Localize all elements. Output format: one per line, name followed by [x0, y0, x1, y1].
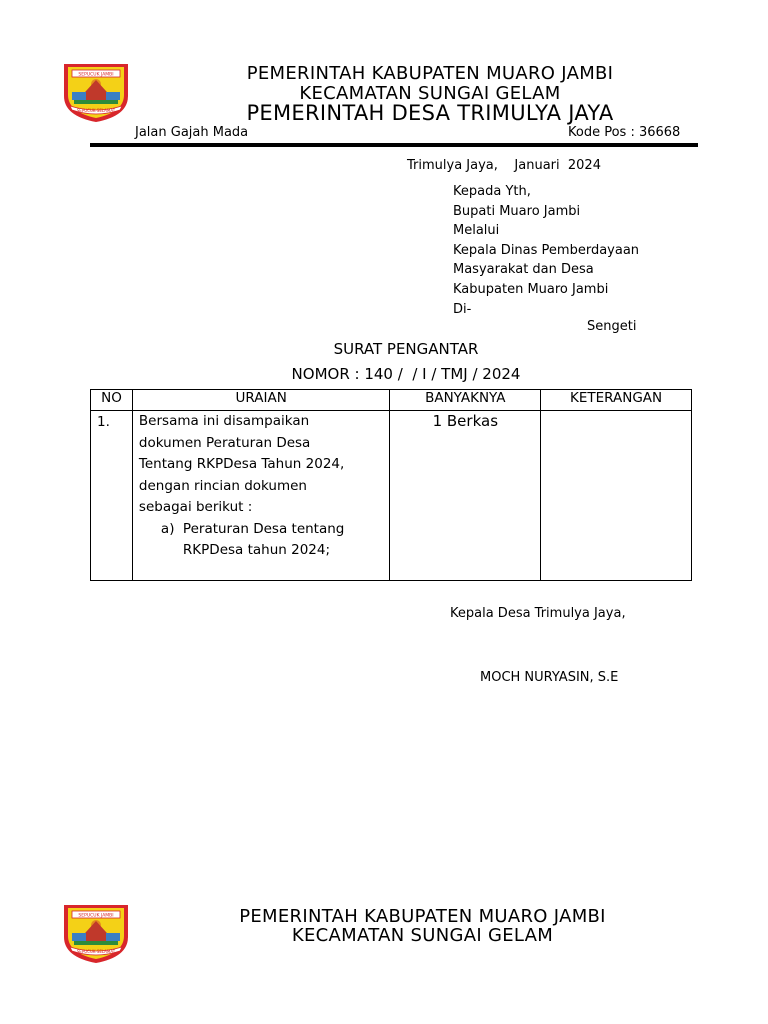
- regency-logo: [60, 62, 132, 124]
- regency-logo-footer: [60, 903, 132, 965]
- cell-uraian: [132, 411, 390, 581]
- sub-item-text: [183, 519, 344, 562]
- uraian-line: Bersama ini disampaikan: [138, 413, 310, 429]
- postal-code: Kode Pos : 36668: [568, 125, 681, 140]
- uraian-line: sebagai berikut :: [138, 499, 253, 515]
- uraian-line: dengan rincian dokumen: [138, 477, 307, 494]
- col-header-uraian: URAIAN: [132, 390, 390, 411]
- table-row: [91, 411, 692, 581]
- signature-name: MOCH NURYASIN, S.E: [480, 670, 619, 685]
- recipient-line: Di-: [453, 301, 472, 317]
- recipient-line: Kabupaten Muaro Jambi: [453, 281, 609, 297]
- signature-title: Kepala Desa Trimulya Jaya,: [450, 606, 626, 621]
- header-regency: PEMERINTAH KABUPATEN MUARO JAMBI: [246, 63, 614, 84]
- recipient-line: Kepada Yth,: [453, 184, 531, 199]
- cell-keterangan: [541, 411, 692, 581]
- letter-number: NOMOR : 140 / / I / TMJ / 2024: [291, 365, 521, 383]
- header-divider: [90, 143, 698, 147]
- col-header-banyaknya: BANYAKNYA: [390, 390, 541, 411]
- recipient-block: [453, 182, 639, 319]
- sub-item-line: Peraturan Desa tentang: [182, 520, 345, 537]
- recipient-line: Kepala Dinas Pemberdayaan: [453, 242, 640, 258]
- row-number: 1.: [97, 414, 110, 430]
- uraian-line: Tentang RKPDesa Tahun 2024,: [138, 456, 345, 472]
- quantity: 1 Berkas: [432, 412, 499, 430]
- sub-item-line: RKPDesa tahun 2024;: [182, 542, 331, 558]
- svg-text:SEPUCUK SELAMAT: SEPUCUK SELAMAT: [76, 949, 116, 954]
- footer-regency: PEMERINTAH KABUPATEN MUARO JAMBI: [239, 906, 606, 927]
- footer-district: KECAMATAN SUNGAI GELAM: [291, 925, 554, 946]
- recipient-line: Bupati Muaro Jambi: [453, 203, 581, 219]
- col-header-keterangan: KETERANGAN: [541, 390, 692, 411]
- svg-text:SEPUCUK JAMBI: SEPUCUK JAMBI: [78, 72, 114, 78]
- svg-text:SEPUCUK SELAMAT: SEPUCUK SELAMAT: [76, 108, 116, 113]
- uraian-line: dokumen Peraturan Desa: [138, 434, 311, 451]
- recipient-line: Melalui: [453, 223, 500, 239]
- cell-no: [91, 411, 133, 581]
- header-district: KECAMATAN SUNGAI GELAM: [299, 83, 561, 104]
- header-village: PEMERINTAH DESA TRIMULYA JAYA: [246, 101, 614, 125]
- recipient-line: Masyarakat dan Desa: [453, 262, 594, 278]
- uraian-sub-item: [139, 519, 390, 562]
- letter-title: SURAT PENGANTAR: [333, 340, 479, 358]
- col-header-no: NO: [91, 390, 133, 411]
- recipient-city: Sengeti: [587, 319, 637, 334]
- cell-banyaknya: [390, 411, 541, 581]
- svg-text:SEPUCUK JAMBI: SEPUCUK JAMBI: [78, 913, 114, 919]
- place-date: Trimulya Jaya, Januari 2024: [407, 158, 601, 173]
- sub-item-marker: a): [160, 520, 175, 537]
- village-address: Jalan Gajah Mada: [135, 125, 249, 140]
- table-header-row: [91, 390, 692, 411]
- item-table: [90, 389, 692, 581]
